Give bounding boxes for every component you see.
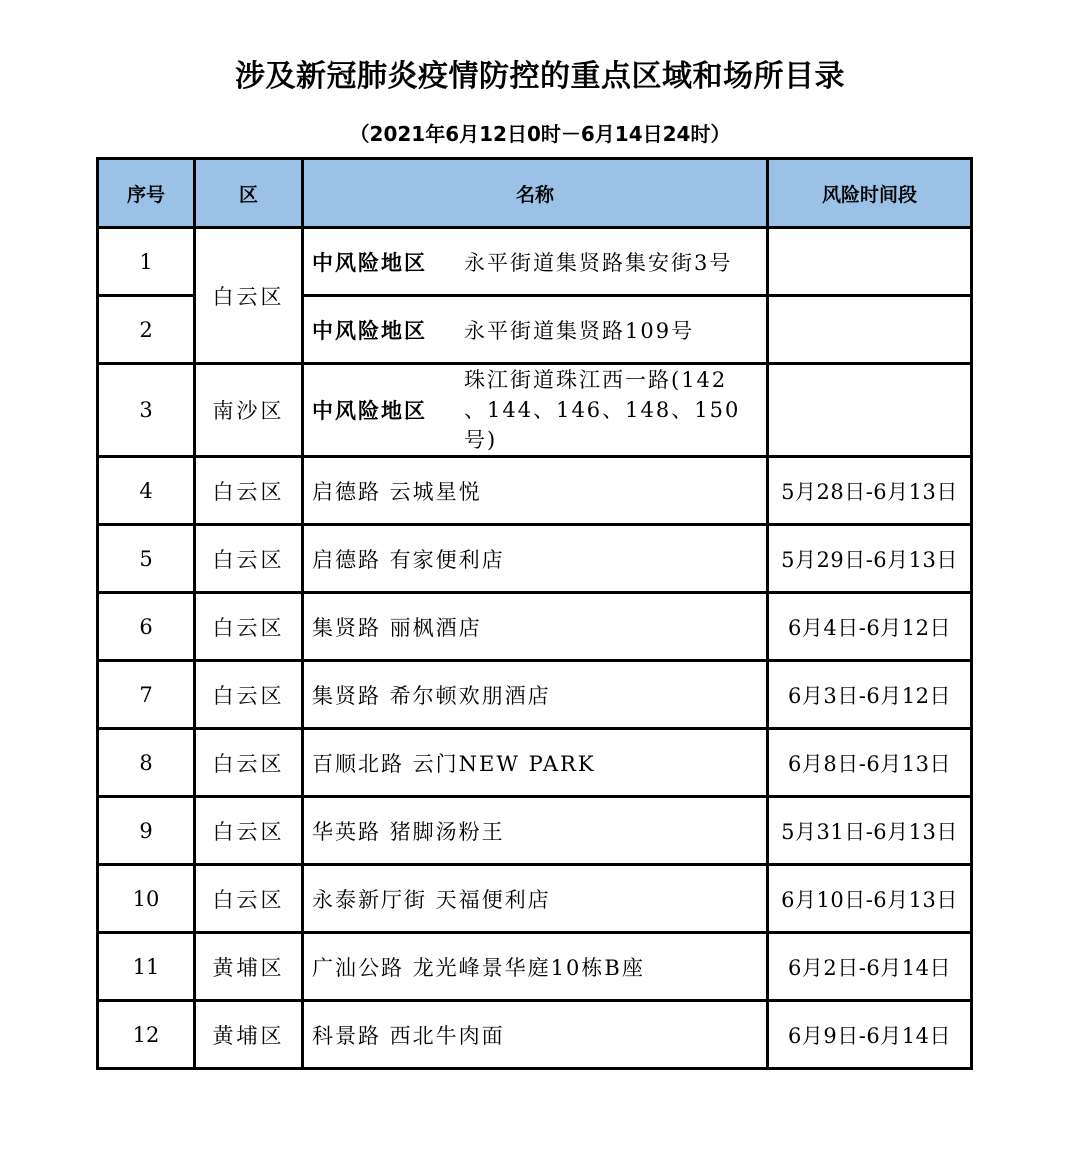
row-district: 南沙区 bbox=[195, 364, 303, 457]
row-name: 广汕公路 龙光峰景华庭10栋B座 bbox=[303, 933, 768, 1001]
table-row bbox=[98, 593, 972, 661]
row-period: 6月2日-6月14日 bbox=[768, 933, 972, 1001]
row-district: 白云区 bbox=[195, 729, 303, 797]
risk-level-label: 中风险地区 bbox=[312, 250, 427, 275]
row-name: 启德路 云城星悦 bbox=[303, 457, 768, 525]
row-name: 启德路 有家便利店 bbox=[303, 525, 768, 593]
header-name: 名称 bbox=[303, 159, 768, 228]
table-header-row bbox=[98, 159, 972, 228]
row-period: 6月8日-6月13日 bbox=[768, 729, 972, 797]
header-district: 区 bbox=[195, 159, 303, 228]
row-address bbox=[464, 365, 764, 455]
row-period: 6月9日-6月14日 bbox=[768, 1001, 972, 1069]
row-index: 1 bbox=[98, 228, 195, 296]
table-row bbox=[98, 933, 972, 1001]
row-district: 白云区 bbox=[195, 797, 303, 865]
row-index: 9 bbox=[98, 797, 195, 865]
row-period: 6月10日-6月13日 bbox=[768, 865, 972, 933]
row-name: 百顺北路 云门NEW PARK bbox=[303, 729, 768, 797]
row-name: 科景路 西北牛肉面 bbox=[303, 1001, 768, 1069]
row-index: 11 bbox=[98, 933, 195, 1001]
row-index: 6 bbox=[98, 593, 195, 661]
row-period: 5月28日-6月13日 bbox=[768, 457, 972, 525]
row-index: 7 bbox=[98, 661, 195, 729]
row-address-line-1: 珠江街道珠江西一路(142 bbox=[464, 368, 728, 392]
row-district: 白云区 bbox=[195, 457, 303, 525]
table-row bbox=[98, 228, 972, 296]
row-index: 3 bbox=[98, 364, 195, 457]
row-name bbox=[303, 296, 768, 364]
row-index: 12 bbox=[98, 1001, 195, 1069]
table-row bbox=[98, 797, 972, 865]
row-district: 白云区 bbox=[195, 228, 303, 364]
table-row bbox=[98, 364, 972, 457]
table-row bbox=[98, 865, 972, 933]
row-district: 黄埔区 bbox=[195, 933, 303, 1001]
row-index: 10 bbox=[98, 865, 195, 933]
row-name: 集贤路 希尔顿欢朋酒店 bbox=[303, 661, 768, 729]
row-district: 白云区 bbox=[195, 525, 303, 593]
row-district: 白云区 bbox=[195, 865, 303, 933]
table-row bbox=[98, 661, 972, 729]
row-name bbox=[303, 228, 768, 296]
risk-area-table bbox=[96, 157, 973, 1070]
row-district: 黄埔区 bbox=[195, 1001, 303, 1069]
document-subtitle: （2021年6月12日0时－6月14日24时） bbox=[349, 122, 731, 146]
row-name bbox=[303, 364, 768, 457]
header-period: 风险时间段 bbox=[768, 159, 972, 228]
table-row bbox=[98, 1001, 972, 1069]
table-row bbox=[98, 457, 972, 525]
row-district: 白云区 bbox=[195, 593, 303, 661]
risk-level-label: 中风险地区 bbox=[312, 318, 427, 343]
document-title: 涉及新冠肺炎疫情防控的重点区域和场所目录 bbox=[235, 59, 845, 94]
row-index: 5 bbox=[98, 525, 195, 593]
header-index: 序号 bbox=[98, 159, 195, 228]
row-period: 6月3日-6月12日 bbox=[768, 661, 972, 729]
row-district: 白云区 bbox=[195, 661, 303, 729]
row-address: 永平街道集贤路集安街3号 bbox=[464, 250, 733, 275]
row-name: 永泰新厅街 天福便利店 bbox=[303, 865, 768, 933]
row-index: 2 bbox=[98, 296, 195, 364]
row-index: 8 bbox=[98, 729, 195, 797]
row-period: 5月31日-6月13日 bbox=[768, 797, 972, 865]
row-name: 华英路 猪脚汤粉王 bbox=[303, 797, 768, 865]
row-period bbox=[768, 296, 972, 364]
risk-level-label: 中风险地区 bbox=[312, 399, 427, 423]
row-period bbox=[768, 228, 972, 296]
row-period: 5月29日-6月13日 bbox=[768, 525, 972, 593]
row-address: 永平街道集贤路109号 bbox=[464, 318, 695, 343]
table-row bbox=[98, 525, 972, 593]
row-period: 6月4日-6月12日 bbox=[768, 593, 972, 661]
row-period bbox=[768, 364, 972, 457]
row-index: 4 bbox=[98, 457, 195, 525]
table-row bbox=[98, 729, 972, 797]
row-name: 集贤路 丽枫酒店 bbox=[303, 593, 768, 661]
row-address-line-2: 、144、146、148、150号) bbox=[464, 398, 741, 452]
